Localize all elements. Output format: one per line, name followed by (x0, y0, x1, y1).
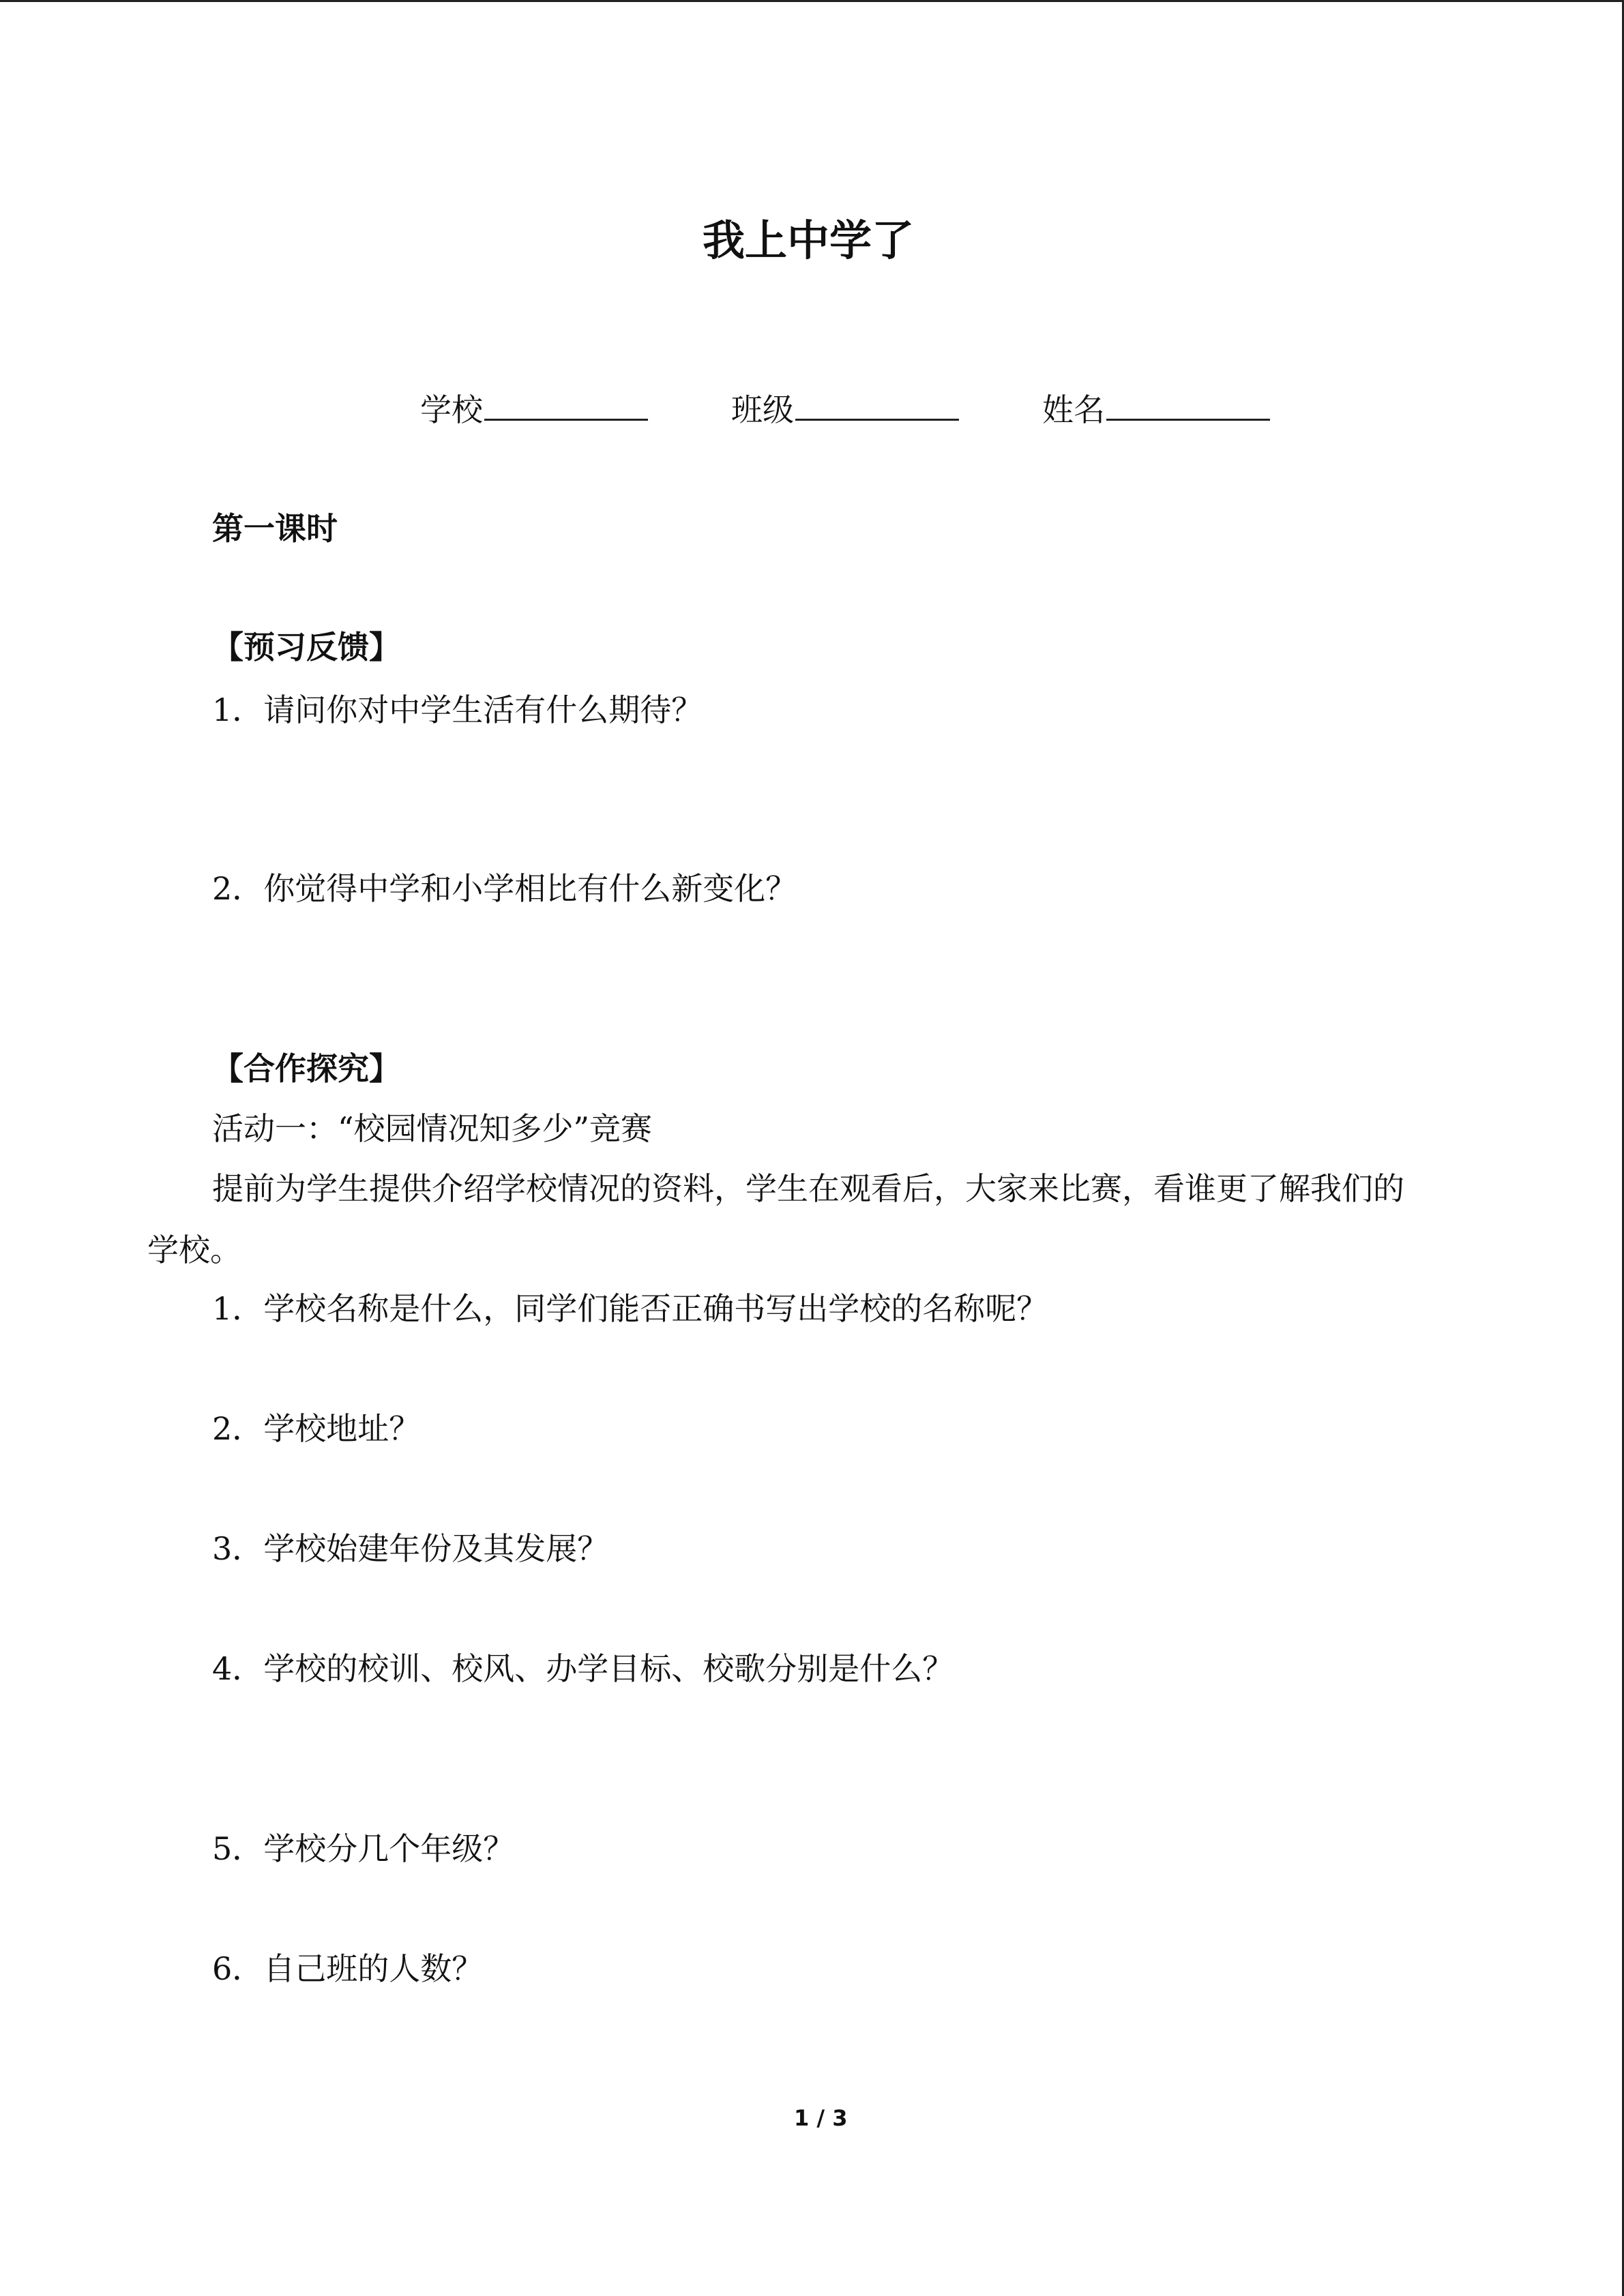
cooperate-heading: 【合作探究】 (212, 1050, 400, 1087)
cooperate-question-2: 2．学校地址？ (212, 1410, 421, 1447)
name-label: 姓名 (1042, 391, 1105, 428)
cooperate-question-6: 6．自己班的人数？ (212, 1950, 484, 1987)
lesson-heading: 第一课时 (212, 510, 338, 547)
activity-intro-line-1: 提前为学生提供介绍学校情况的资料，学生在观看后，大家来比赛，看谁更了解我们的 (212, 1170, 1404, 1207)
school-label: 学校 (420, 391, 483, 428)
cooperate-question-5: 5．学校分几个年级？ (212, 1830, 515, 1867)
cooperate-question-3: 3．学校始建年份及其发展？ (212, 1530, 609, 1567)
school-field (420, 391, 648, 426)
school-blank[interactable] (484, 391, 648, 421)
page-border-top (0, 0, 1624, 2)
activity-intro-line-2: 学校。 (147, 1232, 241, 1268)
name-blank[interactable] (1106, 391, 1270, 421)
class-blank[interactable] (795, 391, 959, 421)
name-field (1042, 391, 1270, 426)
preview-question-1: 1．请问你对中学生活有什么期待？ (212, 691, 703, 728)
page-title: 我上中学了 (703, 215, 915, 265)
cooperate-question-1: 1．学校名称是什么，同学们能否正确书写出学校的名称呢？ (212, 1290, 1048, 1327)
preview-heading: 【预习反馈】 (212, 629, 400, 666)
page-indicator: 1 / 3 (794, 2105, 848, 2131)
cooperate-question-4: 4．学校的校训、校风、办学目标、校歌分别是什么？ (212, 1650, 954, 1687)
class-field (731, 391, 959, 426)
class-label: 班级 (731, 391, 794, 428)
activity-title: 活动一：“校园情况知多少”竞赛 (212, 1110, 653, 1147)
preview-question-2: 2．你觉得中学和小学相比有什么新变化？ (212, 870, 797, 907)
